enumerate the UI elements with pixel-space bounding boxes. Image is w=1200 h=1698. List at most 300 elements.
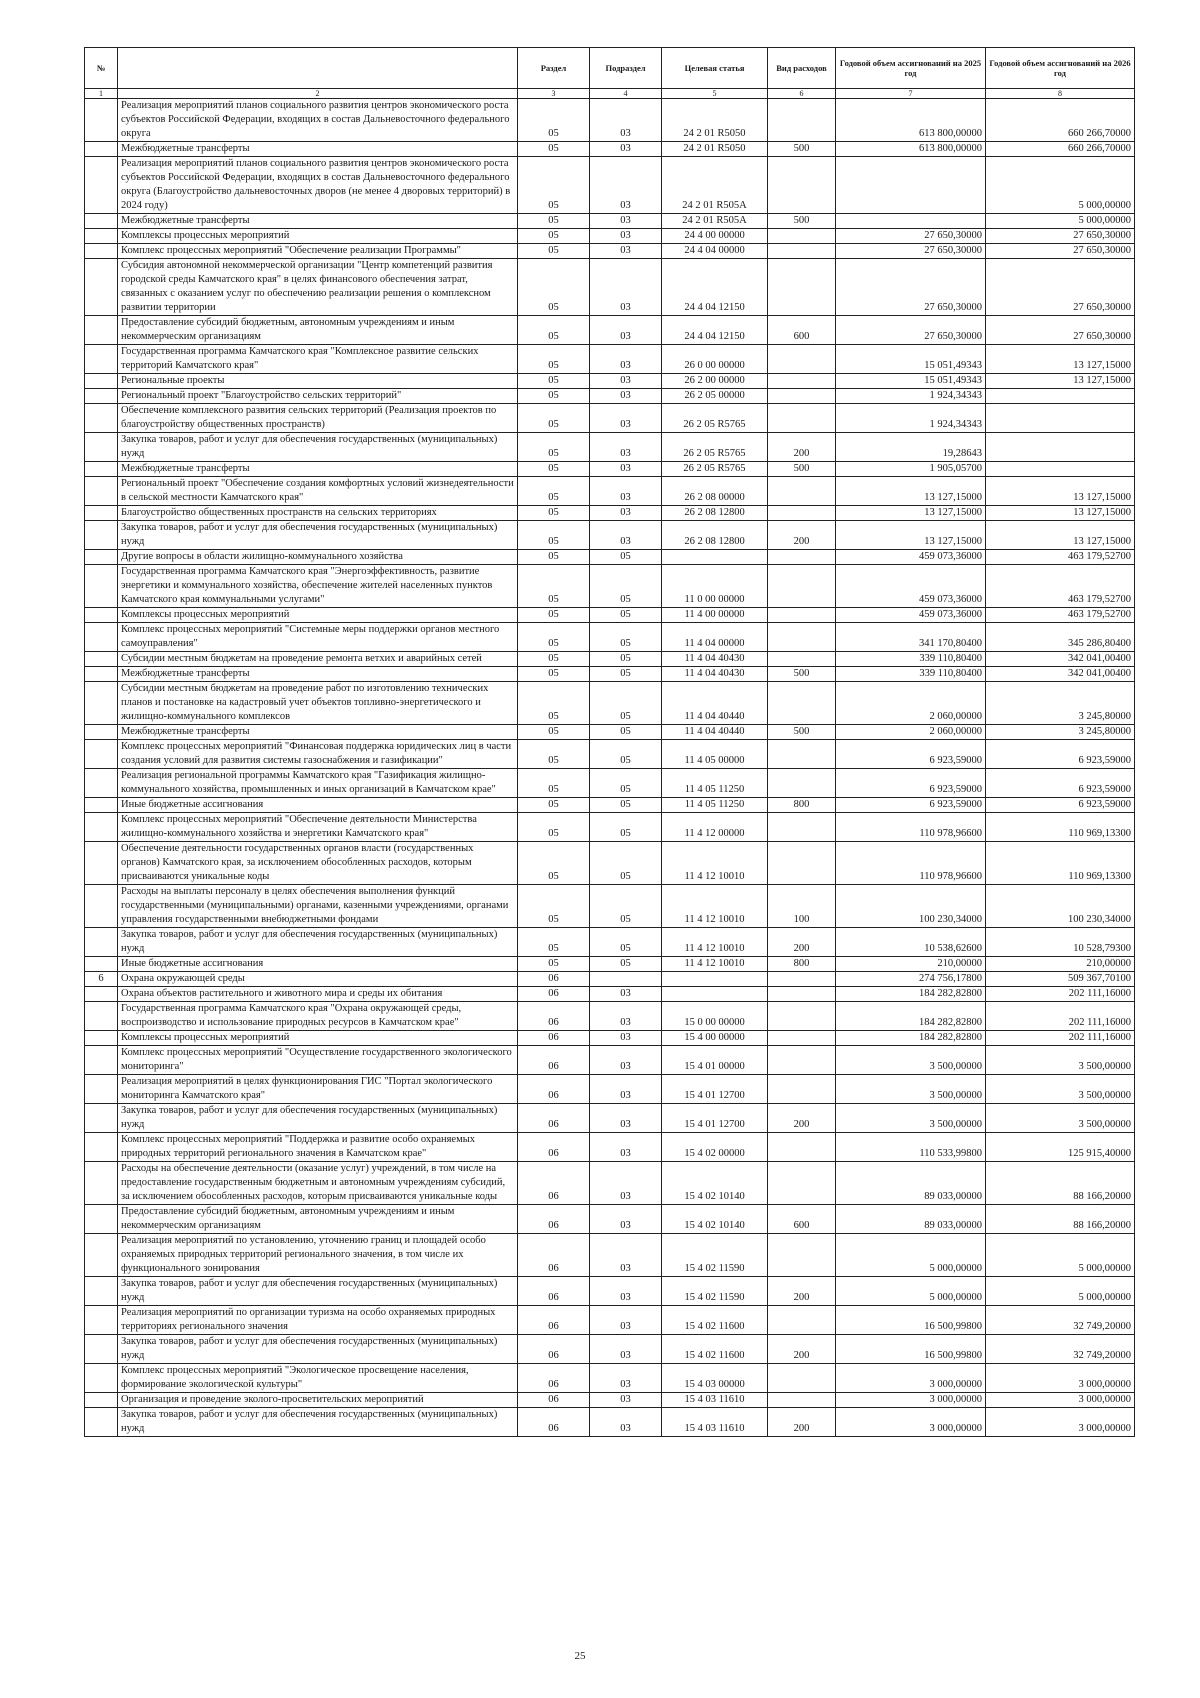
row-section: 05 <box>518 374 590 389</box>
row-number <box>85 667 118 682</box>
row-allocation-2026: 3 500,00000 <box>986 1075 1135 1104</box>
row-expense-type: 200 <box>768 1104 836 1133</box>
row-allocation-2026: 27 650,30000 <box>986 316 1135 345</box>
row-expense-type <box>768 157 836 214</box>
row-subsection: 03 <box>590 1133 662 1162</box>
row-target-article <box>662 550 768 565</box>
row-target-article: 11 4 04 40440 <box>662 682 768 725</box>
table-row <box>85 1364 1135 1393</box>
row-allocation-2025 <box>836 214 986 229</box>
row-target-article: 24 4 00 00000 <box>662 229 768 244</box>
row-allocation-2026: 463 179,52700 <box>986 608 1135 623</box>
table-row <box>85 1393 1135 1408</box>
row-allocation-2025: 2 060,00000 <box>836 725 986 740</box>
row-target-article: 26 2 08 12800 <box>662 521 768 550</box>
row-section: 05 <box>518 477 590 506</box>
table-row <box>85 1002 1135 1031</box>
table-row <box>85 798 1135 813</box>
row-section: 06 <box>518 1133 590 1162</box>
row-section: 05 <box>518 433 590 462</box>
row-allocation-2026: 27 650,30000 <box>986 229 1135 244</box>
row-allocation-2026: 13 127,15000 <box>986 477 1135 506</box>
row-number <box>85 1075 118 1104</box>
row-allocation-2025: 6 923,59000 <box>836 798 986 813</box>
row-allocation-2026: 13 127,15000 <box>986 521 1135 550</box>
row-section: 05 <box>518 214 590 229</box>
row-name: Межбюджетные трансферты <box>118 667 518 682</box>
row-number <box>85 623 118 652</box>
row-number <box>85 682 118 725</box>
row-section: 05 <box>518 769 590 798</box>
row-allocation-2026: 660 266,70000 <box>986 99 1135 142</box>
row-subsection: 05 <box>590 565 662 608</box>
row-name: Комплекс процессных мероприятий "Финансовая поддержка юридических лиц в части создания условий для развития системы газоснабжения и газификации" <box>118 740 518 769</box>
row-target-article: 15 4 03 00000 <box>662 1364 768 1393</box>
table-row <box>85 506 1135 521</box>
row-section: 05 <box>518 157 590 214</box>
row-subsection: 03 <box>590 1002 662 1031</box>
row-expense-type: 200 <box>768 433 836 462</box>
row-allocation-2025: 613 800,00000 <box>836 142 986 157</box>
row-name: Охрана объектов растительного и животного мира и среды их обитания <box>118 987 518 1002</box>
row-subsection: 03 <box>590 1335 662 1364</box>
row-section: 05 <box>518 842 590 885</box>
row-target-article: 15 4 01 00000 <box>662 1046 768 1075</box>
row-name: Обеспечение комплексного развития сельских территорий (Реализация проектов по благоустройству общественных пространств) <box>118 404 518 433</box>
row-name: Реализация региональной программы Камчатского края "Газификация жилищно-коммунального хозяйства, промышленных и иных организаций в Камчатском крае" <box>118 769 518 798</box>
row-section: 06 <box>518 1031 590 1046</box>
row-section: 06 <box>518 1393 590 1408</box>
row-expense-type <box>768 1162 836 1205</box>
row-name: Государственная программа Камчатского края "Комплексное развитие сельских территорий Камчатского края" <box>118 345 518 374</box>
row-target-article: 15 4 02 11600 <box>662 1306 768 1335</box>
row-target-article: 24 2 01 R5050 <box>662 99 768 142</box>
row-allocation-2025: 3 500,00000 <box>836 1046 986 1075</box>
row-target-article: 11 4 05 11250 <box>662 769 768 798</box>
row-subsection: 05 <box>590 682 662 725</box>
row-expense-type <box>768 404 836 433</box>
row-allocation-2025: 110 978,96600 <box>836 842 986 885</box>
row-allocation-2025: 459 073,36000 <box>836 608 986 623</box>
row-number <box>85 1277 118 1306</box>
row-name: Обеспечение деятельности государственных органов власти (государственных органов) Камчатского края, за исключением обособленных расходов, которым присваиваются уникальные коды <box>118 842 518 885</box>
column-number: 1 <box>85 89 118 99</box>
row-allocation-2025: 89 033,00000 <box>836 1162 986 1205</box>
row-expense-type: 100 <box>768 885 836 928</box>
row-name: Закупка товаров, работ и услуг для обеспечения государственных (муниципальных) нужд <box>118 521 518 550</box>
row-name: Региональный проект "Обеспечение создания комфортных условий жизнедеятельности в сельской местности Камчатского края" <box>118 477 518 506</box>
row-allocation-2026: 210,00000 <box>986 957 1135 972</box>
row-name: Другие вопросы в области жилищно-коммунального хозяйства <box>118 550 518 565</box>
row-name: Межбюджетные трансферты <box>118 142 518 157</box>
row-name: Иные бюджетные ассигнования <box>118 798 518 813</box>
row-section: 05 <box>518 667 590 682</box>
header-number: № <box>85 48 118 89</box>
table-row <box>85 389 1135 404</box>
row-allocation-2026: 5 000,00000 <box>986 1234 1135 1277</box>
row-subsection: 05 <box>590 813 662 842</box>
budget-allocation-table <box>84 47 1135 1437</box>
row-expense-type <box>768 1046 836 1075</box>
table-row <box>85 987 1135 1002</box>
row-number <box>85 316 118 345</box>
row-target-article: 26 2 08 12800 <box>662 506 768 521</box>
row-section: 06 <box>518 1335 590 1364</box>
row-expense-type: 500 <box>768 214 836 229</box>
row-allocation-2026: 3 500,00000 <box>986 1046 1135 1075</box>
row-allocation-2026: 27 650,30000 <box>986 259 1135 316</box>
row-subsection: 03 <box>590 142 662 157</box>
row-allocation-2025: 16 500,99800 <box>836 1335 986 1364</box>
row-target-article: 15 4 03 11610 <box>662 1408 768 1437</box>
table-row <box>85 477 1135 506</box>
row-number <box>85 957 118 972</box>
row-expense-type <box>768 1306 836 1335</box>
row-allocation-2025: 15 051,49343 <box>836 374 986 389</box>
row-name: Предоставление субсидий бюджетным, автономным учреждениям и иным некоммерческим организациям <box>118 316 518 345</box>
table-row <box>85 623 1135 652</box>
row-allocation-2025: 13 127,15000 <box>836 477 986 506</box>
row-subsection: 03 <box>590 404 662 433</box>
row-name: Закупка товаров, работ и услуг для обеспечения государственных (муниципальных) нужд <box>118 928 518 957</box>
row-target-article: 11 4 12 10010 <box>662 842 768 885</box>
table-row <box>85 885 1135 928</box>
row-section: 06 <box>518 1162 590 1205</box>
row-expense-type <box>768 1075 836 1104</box>
row-expense-type: 200 <box>768 521 836 550</box>
row-subsection: 05 <box>590 623 662 652</box>
row-target-article: 24 2 01 R5050 <box>662 142 768 157</box>
row-subsection: 03 <box>590 1277 662 1306</box>
row-target-article <box>662 987 768 1002</box>
row-expense-type: 500 <box>768 142 836 157</box>
header-name <box>118 48 518 89</box>
page-number: 25 <box>574 1650 586 1662</box>
row-allocation-2026: 660 266,70000 <box>986 142 1135 157</box>
row-expense-type <box>768 345 836 374</box>
row-allocation-2026: 10 528,79300 <box>986 928 1135 957</box>
table-row <box>85 1075 1135 1104</box>
row-allocation-2025: 15 051,49343 <box>836 345 986 374</box>
row-allocation-2026: 342 041,00400 <box>986 652 1135 667</box>
row-expense-type <box>768 682 836 725</box>
row-target-article <box>662 972 768 987</box>
row-number <box>85 565 118 608</box>
row-allocation-2026: 27 650,30000 <box>986 244 1135 259</box>
row-name: Закупка товаров, работ и услуг для обеспечения государственных (муниципальных) нужд <box>118 1104 518 1133</box>
row-expense-type: 600 <box>768 316 836 345</box>
table-row <box>85 244 1135 259</box>
table-body <box>85 99 1135 1437</box>
row-allocation-2025: 184 282,82800 <box>836 1002 986 1031</box>
row-section: 05 <box>518 928 590 957</box>
row-allocation-2025: 6 923,59000 <box>836 740 986 769</box>
row-number <box>85 842 118 885</box>
row-number <box>85 244 118 259</box>
row-name: Региональные проекты <box>118 374 518 389</box>
row-number <box>85 229 118 244</box>
row-number <box>85 1002 118 1031</box>
row-allocation-2025: 27 650,30000 <box>836 244 986 259</box>
row-allocation-2025: 13 127,15000 <box>836 521 986 550</box>
row-target-article: 15 0 00 00000 <box>662 1002 768 1031</box>
row-target-article: 11 4 04 00000 <box>662 623 768 652</box>
table-row <box>85 462 1135 477</box>
row-target-article: 15 4 02 11600 <box>662 1335 768 1364</box>
row-allocation-2025: 210,00000 <box>836 957 986 972</box>
row-expense-type <box>768 987 836 1002</box>
row-number <box>85 1133 118 1162</box>
row-expense-type <box>768 608 836 623</box>
row-allocation-2025: 3 000,00000 <box>836 1364 986 1393</box>
row-name: Субсидии местным бюджетам на проведение работ по изготовлению технических планов и постановке на кадастровый учет объектов топливно-энергетического и жилищно-коммунального комплексов <box>118 682 518 725</box>
row-section: 05 <box>518 506 590 521</box>
row-allocation-2025: 339 110,80400 <box>836 667 986 682</box>
row-allocation-2025: 110 978,96600 <box>836 813 986 842</box>
row-name: Расходы на выплаты персоналу в целях обеспечения выполнения функций государственными (муниципальными) органами, казенными учреждениями, органами управления государственными внебюджетными фондами <box>118 885 518 928</box>
row-name: Комплекс процессных мероприятий "Обеспечение деятельности Министерства жилищно-коммунального хозяйства и энергетики Камчатского края" <box>118 813 518 842</box>
row-allocation-2026: 100 230,34000 <box>986 885 1135 928</box>
row-target-article: 11 4 12 10010 <box>662 928 768 957</box>
row-allocation-2025: 2 060,00000 <box>836 682 986 725</box>
column-number: 4 <box>590 89 662 99</box>
row-name: Межбюджетные трансферты <box>118 214 518 229</box>
row-subsection: 03 <box>590 1234 662 1277</box>
row-allocation-2025: 459 073,36000 <box>836 565 986 608</box>
row-allocation-2025: 10 538,62600 <box>836 928 986 957</box>
row-target-article: 15 4 02 11590 <box>662 1277 768 1306</box>
row-allocation-2025: 27 650,30000 <box>836 316 986 345</box>
row-section: 05 <box>518 957 590 972</box>
row-name: Комплекс процессных мероприятий "Экологическое просвещение населения, формирование экологической культуры" <box>118 1364 518 1393</box>
row-section: 05 <box>518 550 590 565</box>
row-allocation-2026: 5 000,00000 <box>986 1277 1135 1306</box>
table-header-row <box>85 48 1135 89</box>
row-expense-type: 600 <box>768 1205 836 1234</box>
row-allocation-2025: 613 800,00000 <box>836 99 986 142</box>
row-subsection: 03 <box>590 214 662 229</box>
row-target-article: 26 0 00 00000 <box>662 345 768 374</box>
row-allocation-2026: 13 127,15000 <box>986 345 1135 374</box>
row-section: 05 <box>518 623 590 652</box>
table-row <box>85 259 1135 316</box>
row-number <box>85 404 118 433</box>
row-allocation-2026 <box>986 433 1135 462</box>
row-expense-type <box>768 813 836 842</box>
row-subsection <box>590 972 662 987</box>
row-name: Субсидия автономной некоммерческой организации "Центр компетенций развития городской среды Камчатского края" в целях финансового обеспечения затрат, связанных с оказанием услуг по обеспечению реализации решения о комплексном развитии территории <box>118 259 518 316</box>
row-name: Закупка товаров, работ и услуг для обеспечения государственных (муниципальных) нужд <box>118 1335 518 1364</box>
row-section: 05 <box>518 682 590 725</box>
row-number <box>85 1031 118 1046</box>
column-number: 3 <box>518 89 590 99</box>
table-row <box>85 214 1135 229</box>
row-subsection: 05 <box>590 667 662 682</box>
table-row <box>85 316 1135 345</box>
row-expense-type <box>768 1002 836 1031</box>
row-name: Комплексы процессных мероприятий <box>118 229 518 244</box>
row-target-article: 24 4 04 12150 <box>662 316 768 345</box>
row-number <box>85 725 118 740</box>
row-allocation-2025: 89 033,00000 <box>836 1205 986 1234</box>
row-allocation-2026: 509 367,70100 <box>986 972 1135 987</box>
row-section: 05 <box>518 404 590 433</box>
table-row <box>85 157 1135 214</box>
row-name: Реализация мероприятий планов социального развития центров экономического роста субъектов Российской Федерации, входящих в состав Дальневосточного федерального округа <box>118 99 518 142</box>
row-name: Расходы на обеспечение деятельности (оказание услуг) учреждений, в том числе на предоставление государственным бюджетным и автономным учреждениям субсидий, за исключением обособленных расходов, которым присваиваются уникальные коды <box>118 1162 518 1205</box>
row-allocation-2025: 100 230,34000 <box>836 885 986 928</box>
row-allocation-2026: 342 041,00400 <box>986 667 1135 682</box>
row-section: 05 <box>518 885 590 928</box>
row-subsection: 03 <box>590 374 662 389</box>
table-row <box>85 1104 1135 1133</box>
table-row <box>85 565 1135 608</box>
column-number: 7 <box>836 89 986 99</box>
row-allocation-2026: 345 286,80400 <box>986 623 1135 652</box>
row-allocation-2025: 27 650,30000 <box>836 229 986 244</box>
table-row <box>85 229 1135 244</box>
row-subsection: 05 <box>590 608 662 623</box>
row-expense-type <box>768 740 836 769</box>
row-number <box>85 1335 118 1364</box>
row-subsection: 05 <box>590 798 662 813</box>
row-section: 05 <box>518 316 590 345</box>
row-number <box>85 433 118 462</box>
row-target-article: 26 2 05 R5765 <box>662 433 768 462</box>
row-allocation-2025: 3 000,00000 <box>836 1393 986 1408</box>
row-expense-type <box>768 1133 836 1162</box>
row-target-article: 15 4 02 10140 <box>662 1205 768 1234</box>
table-row <box>85 374 1135 389</box>
row-number <box>85 1205 118 1234</box>
row-section: 06 <box>518 987 590 1002</box>
row-section: 05 <box>518 345 590 374</box>
row-section: 05 <box>518 565 590 608</box>
table-row <box>85 1162 1135 1205</box>
row-name: Комплекс процессных мероприятий "Поддержка и развитие особо охраняемых природных территорий регионального значения в Камчатском крае" <box>118 1133 518 1162</box>
row-name: Государственная программа Камчатского края "Охрана окружающей среды, воспроизводство и использование природных ресурсов в Камчатском крае" <box>118 1002 518 1031</box>
row-allocation-2026: 3 245,80000 <box>986 682 1135 725</box>
row-number <box>85 652 118 667</box>
table-row <box>85 550 1135 565</box>
row-allocation-2026: 13 127,15000 <box>986 374 1135 389</box>
row-number <box>85 1364 118 1393</box>
table-row <box>85 682 1135 725</box>
row-subsection: 03 <box>590 1104 662 1133</box>
row-allocation-2026: 125 915,40000 <box>986 1133 1135 1162</box>
row-section: 06 <box>518 1104 590 1133</box>
row-allocation-2025: 1 924,34343 <box>836 404 986 433</box>
row-allocation-2026 <box>986 462 1135 477</box>
row-name: Комплексы процессных мероприятий <box>118 1031 518 1046</box>
row-subsection: 03 <box>590 99 662 142</box>
row-name: Комплексы процессных мероприятий <box>118 608 518 623</box>
row-section: 06 <box>518 972 590 987</box>
row-subsection: 03 <box>590 244 662 259</box>
row-section: 06 <box>518 1408 590 1437</box>
row-subsection: 03 <box>590 1306 662 1335</box>
row-subsection: 03 <box>590 389 662 404</box>
row-allocation-2025: 27 650,30000 <box>836 259 986 316</box>
row-allocation-2026: 6 923,59000 <box>986 740 1135 769</box>
row-subsection: 03 <box>590 229 662 244</box>
table-row <box>85 345 1135 374</box>
row-name: Реализация мероприятий по установлению, уточнению границ и площадей особо охраняемых природных территорий регионального значения, в том числе их функционального зонирования <box>118 1234 518 1277</box>
row-subsection: 05 <box>590 725 662 740</box>
row-allocation-2026: 3 000,00000 <box>986 1364 1135 1393</box>
row-expense-type <box>768 374 836 389</box>
table-row <box>85 1205 1135 1234</box>
row-subsection: 05 <box>590 740 662 769</box>
table-row <box>85 521 1135 550</box>
row-number <box>85 521 118 550</box>
row-expense-type: 500 <box>768 725 836 740</box>
row-target-article: 15 4 03 11610 <box>662 1393 768 1408</box>
row-subsection: 03 <box>590 1205 662 1234</box>
row-target-article: 24 2 01 R505A <box>662 214 768 229</box>
table-row <box>85 842 1135 885</box>
row-number <box>85 214 118 229</box>
row-allocation-2026: 202 111,16000 <box>986 1031 1135 1046</box>
row-expense-type: 500 <box>768 667 836 682</box>
row-expense-type <box>768 1393 836 1408</box>
row-name: Реализация мероприятий в целях функционирования ГИС "Портал экологического мониторинга Камчатского края" <box>118 1075 518 1104</box>
row-allocation-2025: 3 500,00000 <box>836 1075 986 1104</box>
row-expense-type <box>768 550 836 565</box>
table-row <box>85 928 1135 957</box>
row-target-article: 11 4 04 40440 <box>662 725 768 740</box>
table-row <box>85 1234 1135 1277</box>
row-allocation-2026: 13 127,15000 <box>986 506 1135 521</box>
row-expense-type: 500 <box>768 462 836 477</box>
column-number-row <box>85 89 1135 99</box>
row-section: 05 <box>518 462 590 477</box>
row-name: Комплекс процессных мероприятий "Обеспечение реализации Программы" <box>118 244 518 259</box>
row-target-article: 11 4 00 00000 <box>662 608 768 623</box>
row-number <box>85 99 118 142</box>
row-subsection: 03 <box>590 433 662 462</box>
row-allocation-2026: 5 000,00000 <box>986 157 1135 214</box>
row-section: 05 <box>518 608 590 623</box>
row-allocation-2025: 19,28643 <box>836 433 986 462</box>
row-number <box>85 1306 118 1335</box>
table-row <box>85 667 1135 682</box>
row-section: 05 <box>518 244 590 259</box>
row-name: Благоустройство общественных пространств на сельских территориях <box>118 506 518 521</box>
row-subsection: 03 <box>590 506 662 521</box>
row-target-article: 11 4 04 40430 <box>662 667 768 682</box>
row-target-article: 15 4 02 00000 <box>662 1133 768 1162</box>
row-section: 05 <box>518 740 590 769</box>
row-number <box>85 1234 118 1277</box>
row-number <box>85 608 118 623</box>
row-number <box>85 506 118 521</box>
row-number <box>85 928 118 957</box>
row-subsection: 03 <box>590 1046 662 1075</box>
row-section: 05 <box>518 229 590 244</box>
row-subsection: 05 <box>590 550 662 565</box>
row-name: Региональный проект "Благоустройство сельских территорий" <box>118 389 518 404</box>
row-target-article: 24 2 01 R505A <box>662 157 768 214</box>
table-row <box>85 1046 1135 1075</box>
row-target-article: 15 4 00 00000 <box>662 1031 768 1046</box>
row-expense-type <box>768 623 836 652</box>
row-section: 06 <box>518 1277 590 1306</box>
row-subsection: 05 <box>590 885 662 928</box>
row-expense-type <box>768 565 836 608</box>
row-section: 05 <box>518 798 590 813</box>
row-name: Иные бюджетные ассигнования <box>118 957 518 972</box>
